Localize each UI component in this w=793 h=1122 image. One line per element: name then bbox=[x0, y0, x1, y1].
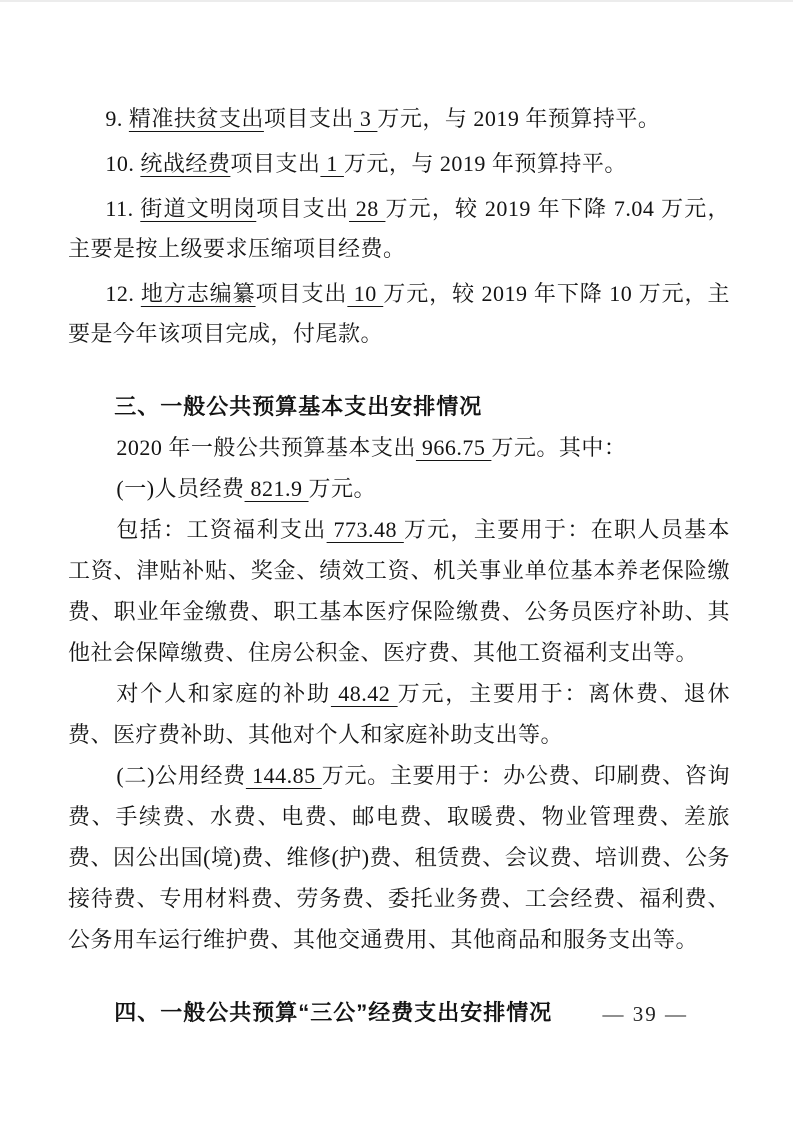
text-segment: 项目支出 bbox=[255, 281, 348, 306]
underlined-text: 144.85 bbox=[245, 763, 322, 788]
text-segment: 万元。主要用于：办公费、印刷费、咨询费、手续费、水费、电费、邮电费、取暖费、物业管理费、差旅费、因公出国(境)费、维修(护)费、租赁费、会议费、培训费、公务接待费、专用材料费、劳务费、委托业务费、工会经费、福利费、公务用车运行维护费、其他交通费用、其他商品和服务支出等。 bbox=[68, 763, 730, 952]
underlined-text: 街道文明岗 bbox=[140, 196, 257, 221]
text-segment: 10. bbox=[105, 151, 141, 176]
page-number: — 39 — bbox=[602, 1002, 688, 1026]
underlined-text: 精准扶贫支出 bbox=[128, 106, 264, 131]
underlined-text: 966.75 bbox=[415, 435, 492, 460]
paragraph-basic-expenditure-total bbox=[68, 427, 730, 468]
text-segment: 对个人和家庭的补助 bbox=[116, 681, 331, 706]
text-segment: 11. bbox=[105, 196, 141, 221]
underlined-text: 10 bbox=[347, 281, 384, 306]
underlined-text: 48.42 bbox=[330, 681, 398, 706]
underlined-text: 773.48 bbox=[326, 517, 404, 542]
text-segment: 万元。其中： bbox=[491, 435, 627, 460]
text-segment: 万元，较 2019 年下降 10 万元，主要是今年该项目完成，付尾款。 bbox=[68, 281, 730, 346]
underlined-text: 统战经费 bbox=[140, 151, 231, 176]
text-segment: (一)人员经费 bbox=[116, 476, 245, 501]
underlined-text: 地方志编纂 bbox=[140, 281, 256, 306]
paragraph-individual-family-subsidy bbox=[68, 673, 730, 755]
text-segment: 项目支出 bbox=[263, 106, 354, 131]
text-segment: 万元，主要用于：离休费、退休费、医疗费补助、其他对个人和家庭补助支出等。 bbox=[68, 681, 730, 747]
list-item-9 bbox=[68, 99, 730, 139]
text-segment: 项目支出 bbox=[230, 151, 321, 176]
paragraph-wage-welfare bbox=[68, 509, 730, 673]
paragraph-public-funds bbox=[68, 755, 730, 960]
list-item-11 bbox=[68, 189, 730, 269]
list-item-12 bbox=[68, 274, 730, 354]
list-item-10 bbox=[68, 144, 730, 184]
paragraph-personnel-funds bbox=[68, 468, 730, 509]
text-segment: 万元。 bbox=[308, 476, 377, 501]
text-segment: 万元，与 2019 年预算持平。 bbox=[377, 106, 661, 131]
text-segment: 万元，主要用于：在职人员基本工资、津贴补贴、奖金、绩效工资、机关事业单位基本养老保险缴费、职业年金缴费、职工基本医疗保险缴费、公务员医疗补助、其他社会保障缴费、住房公积金、医疗费、其他工资福利支出等。 bbox=[68, 517, 730, 665]
text-segment: 2020 年一般公共预算基本支出 bbox=[116, 435, 416, 460]
underlined-text: 3 bbox=[353, 106, 378, 131]
text-segment: 万元，与 2019 年预算持平。 bbox=[343, 151, 627, 176]
underlined-text: 28 bbox=[349, 196, 386, 221]
text-segment: 四、一般公共预算“三公”经费支出安排情况 bbox=[114, 1000, 553, 1025]
text-segment: (二)公用经费 bbox=[116, 763, 246, 788]
section-heading-3 bbox=[68, 386, 730, 427]
text-segment: 包括：工资福利支出 bbox=[116, 517, 327, 542]
underlined-text: 821.9 bbox=[244, 476, 309, 501]
text-segment: 万元，较 2019 年下降 7.04 万元，主要是按上级要求压缩项目经费。 bbox=[68, 196, 730, 261]
underlined-text: 1 bbox=[320, 151, 344, 176]
text-segment: 12. bbox=[105, 281, 141, 306]
text-segment: 项目支出 bbox=[256, 196, 350, 221]
document-body bbox=[68, 99, 730, 1033]
text-segment: 三、一般公共预算基本支出安排情况 bbox=[114, 394, 483, 419]
text-segment: 9. bbox=[105, 106, 129, 131]
